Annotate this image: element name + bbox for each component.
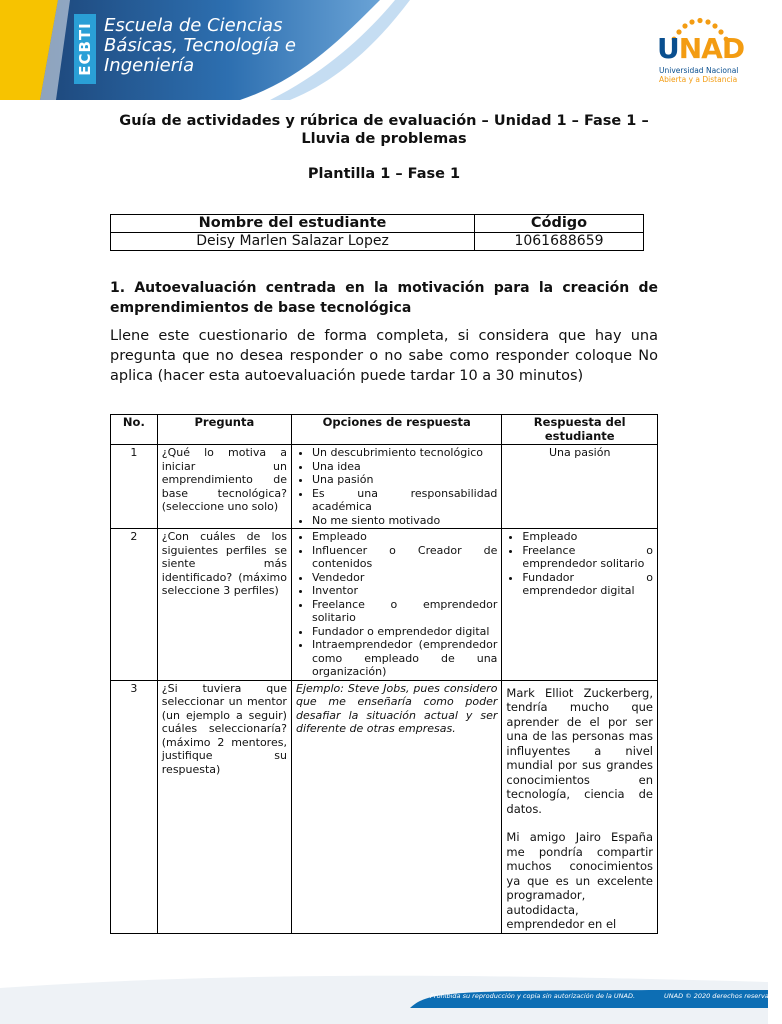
school-name-line3: Ingeniería <box>104 55 195 76</box>
row-no: 2 <box>111 529 158 681</box>
document-title: Guía de actividades y rúbrica de evaluación – Unidad 1 – Fase 1 – Lluvia de problemas <box>119 113 649 147</box>
footer-wave <box>0 968 768 1024</box>
table-row <box>111 529 658 681</box>
header-respuesta: Respuesta del estudiante <box>502 415 658 445</box>
option-item: • No me siento motivado <box>312 514 497 528</box>
school-name-line2: Básicas, Tecnología e <box>104 35 296 56</box>
answer-paragraph-1: Mark Elliot Zuckerberg, tendría mucho que aprender de el por ser una de las personas mas influyentes a nivel mundial por sus grandes conocimientos en tecnología, ciencia de datos. <box>506 685 653 816</box>
option-item: • Freelance o emprendedor solitario <box>312 598 497 625</box>
row-options <box>291 529 501 681</box>
header-pregunta: Pregunta <box>157 415 291 445</box>
row-no: 3 <box>111 680 158 933</box>
row-question: ¿Con cuáles de los siguientes perfiles se siente más identificado? (máximo seleccione 3 perfiles) <box>157 529 291 681</box>
table-row <box>111 445 658 529</box>
ecbti-label: ECBTI <box>76 22 95 76</box>
unad-wordmark: UNAD <box>657 32 745 65</box>
option-item: • Intraemprendedor (emprendedor como empleado de una organización) <box>312 638 497 679</box>
option-item: • Una idea <box>312 460 497 474</box>
row-answer: Una pasión <box>502 445 658 529</box>
student-code-value: 1061688659 <box>475 233 644 251</box>
school-name-line1: Escuela de Ciencias <box>104 15 283 36</box>
questions-table <box>110 414 658 934</box>
option-item: • Una pasión <box>312 473 497 487</box>
unad-logo <box>655 18 755 88</box>
row-answer <box>502 680 658 933</box>
row-options <box>291 445 501 529</box>
row-question: ¿Si tuviera que seleccionar un mentor (un ejemplo a seguir) cuáles seleccionaría? (máximo 2 mentores, justifique su respuesta) <box>157 680 291 933</box>
row-options-example: Ejemplo: Steve Jobs, pues considero que me enseñaría como poder desafiar la situación actual y ser diferente de otras empresas. <box>291 680 501 933</box>
row-question: ¿Qué lo motiva a iniciar un emprendimiento de base tecnológica? (seleccione uno solo) <box>157 445 291 529</box>
school-name <box>104 16 296 76</box>
unad-subtitle: Universidad Nacional Abierta y a Distancia <box>659 66 739 84</box>
answer-paragraph-2: Mi amigo Jairo España me pondría compartir muchos conocimientos ya que es un excelente programador, autodidacta, emprendedor en el <box>506 830 653 931</box>
instructions-text: Llene este cuestionario de forma completa, si considera que hay una pregunta que no desea responder o no sabe como responder coloque No aplica (hacer esta autoevaluación puede tardar 10 a 30 minutos) <box>110 328 658 384</box>
row-answer <box>502 529 658 681</box>
header-opciones: Opciones de respuesta <box>291 415 501 445</box>
answer-item: • Empleado <box>522 530 653 544</box>
page-footer <box>0 968 782 1024</box>
footer-copyright-notice: Prohibida su reproducción y copia sin autorización de la UNAD. <box>430 992 636 1000</box>
option-item: • Es una responsabilidad académica <box>312 487 497 514</box>
option-item: • Fundador o emprendedor digital <box>312 625 497 639</box>
footer-rights: UNAD © 2020 derechos reservados. <box>664 992 782 1000</box>
document-subtitle: Plantilla 1 – Fase 1 <box>307 166 461 182</box>
option-item: • Un descubrimiento tecnológico <box>312 446 497 460</box>
row-no: 1 <box>111 445 158 529</box>
option-item: • Influencer o Creador de contenidos <box>312 544 497 571</box>
table-header-row <box>111 415 658 445</box>
student-code-header: Código <box>475 215 644 233</box>
student-name-header: Nombre del estudiante <box>111 215 475 233</box>
answer-item: • Freelance o emprendedor solitario <box>522 544 653 571</box>
student-table <box>110 214 644 251</box>
option-item: • Empleado <box>312 530 497 544</box>
answer-item: • Fundador o emprendedor digital <box>522 571 653 598</box>
option-item: • Inventor <box>312 584 497 598</box>
option-item: • Vendedor <box>312 571 497 585</box>
header-banner <box>0 0 768 100</box>
table-row <box>111 680 658 933</box>
header-no: No. <box>111 415 158 445</box>
student-name-value: Deisy Marlen Salazar Lopez <box>111 233 475 251</box>
section-title: 1. Autoevaluación centrada en la motivación para la creación de emprendimientos de base tecnológica <box>110 280 658 316</box>
